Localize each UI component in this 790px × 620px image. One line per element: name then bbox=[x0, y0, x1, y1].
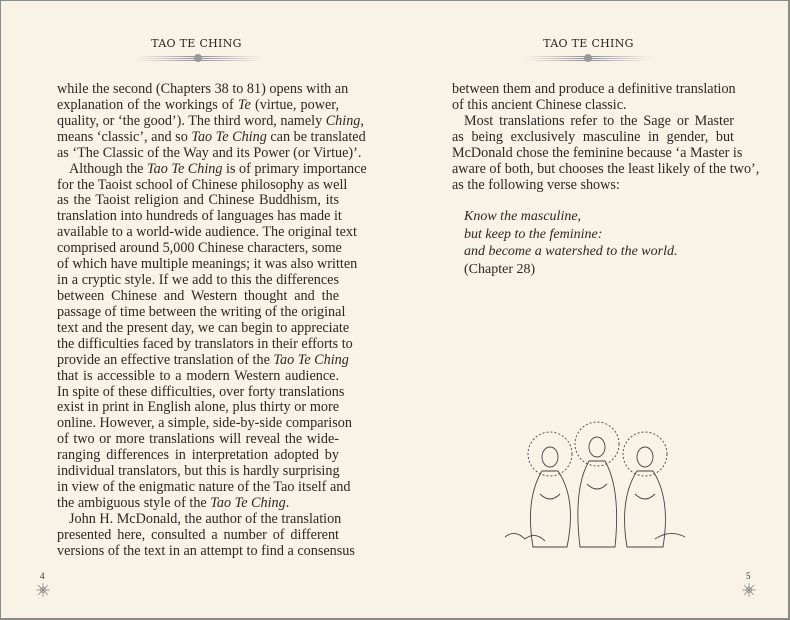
star-ornament-icon bbox=[742, 583, 756, 597]
text-line bbox=[452, 114, 734, 130]
text-line bbox=[57, 208, 342, 225]
text-run: available to a world-wide audience. The original text bbox=[57, 224, 357, 241]
running-head: TAO TE CHING bbox=[151, 37, 242, 50]
text-line bbox=[57, 176, 348, 194]
verse-reference: (Chapter 28) bbox=[464, 261, 536, 277]
text-run: passage of time between the writing of the original bbox=[57, 303, 346, 320]
text-run: is of primary importance bbox=[222, 160, 367, 177]
text-line bbox=[57, 289, 339, 305]
text-line bbox=[57, 415, 352, 432]
text-run: while the second (Chapters 38 to 81) opens with an bbox=[57, 81, 349, 97]
text-run: (virtue, power, bbox=[250, 96, 339, 113]
text-run: exist in print in English alone, plus thirty or more bbox=[57, 399, 339, 416]
italic-title: Te bbox=[237, 96, 251, 113]
text-run: that is accessible to a modern Western audience. bbox=[57, 367, 339, 384]
text-line bbox=[57, 273, 339, 289]
verse-line: but keep to the feminine: bbox=[464, 226, 603, 242]
text-run: quality, or ‘the good’). The third word, namely bbox=[57, 112, 326, 129]
text-line bbox=[57, 303, 346, 321]
verse-line: Know the masculine, bbox=[464, 209, 582, 224]
text-line bbox=[57, 510, 342, 528]
text-run: as being exclusively masculine in gender, but bbox=[452, 128, 734, 145]
text-run: text and the present day, we can begin to appreciate bbox=[57, 319, 350, 336]
text-line bbox=[57, 224, 357, 241]
italic-title: Ching bbox=[325, 112, 361, 129]
book-spread bbox=[1, 1, 788, 618]
body-text bbox=[452, 81, 760, 193]
text-line bbox=[452, 98, 734, 114]
text-run: versions of the text in an attempt to find a consensus bbox=[57, 542, 355, 559]
text-line bbox=[57, 528, 339, 544]
star-ornament-icon bbox=[36, 583, 50, 597]
verse-line: and become a watershed to the world. bbox=[464, 244, 678, 259]
text-run: of two or more translations will reveal the wide- bbox=[57, 431, 339, 448]
italic-title: Tao Te Ching bbox=[210, 494, 286, 511]
text-line bbox=[57, 256, 358, 273]
text-run: of which have multiple meanings; it was also written bbox=[57, 256, 358, 273]
text-run: Although the bbox=[69, 160, 148, 177]
text-line bbox=[57, 112, 364, 130]
text-run: the ambiguous style of the bbox=[57, 494, 211, 511]
three-sages-illustration bbox=[505, 419, 685, 549]
text-run: between Chinese and Western thought and the bbox=[57, 287, 339, 304]
text-line bbox=[57, 81, 349, 98]
page-number: 5 bbox=[746, 571, 751, 581]
page-number: 4 bbox=[40, 571, 45, 581]
text-line bbox=[57, 144, 362, 162]
text-run: in a cryptic style. If we add to this the differences bbox=[57, 272, 339, 289]
body-text bbox=[57, 81, 367, 560]
text-run: for the Taoist school of Chinese philosophy as well bbox=[57, 176, 348, 193]
text-run: presented here, consulted a number of different bbox=[57, 526, 339, 543]
text-run: John H. McDonald, the author of the translation bbox=[69, 510, 342, 527]
text-line bbox=[57, 319, 350, 337]
text-line bbox=[57, 464, 339, 480]
text-line bbox=[57, 432, 339, 448]
text-line bbox=[452, 130, 734, 146]
text-line bbox=[57, 542, 355, 560]
text-run: provide an effective translation of the bbox=[57, 351, 274, 368]
text-run: comprised around 5,000 Chinese characters, some bbox=[57, 240, 342, 257]
text-line bbox=[57, 128, 366, 146]
italic-title: Tao Te Ching bbox=[191, 128, 267, 145]
italic-title: Tao Te Ching bbox=[147, 160, 223, 177]
text-line bbox=[57, 400, 339, 416]
text-run: in view of the enigmatic nature of the Tao itself and bbox=[57, 479, 351, 496]
header-ornament-icon bbox=[133, 53, 263, 63]
left-page bbox=[1, 1, 394, 618]
text-line bbox=[57, 383, 345, 401]
text-run: the difficulties faced by translators in their efforts to bbox=[57, 335, 353, 352]
text-line bbox=[452, 144, 743, 162]
right-page bbox=[395, 1, 788, 618]
text-line bbox=[57, 351, 349, 369]
text-run: of this ancient Chinese classic. bbox=[452, 96, 627, 113]
text-run: as the Taoist religion and Chinese Buddhism, its bbox=[57, 192, 339, 209]
text-run: translation into hundreds of languages has made it bbox=[57, 208, 342, 225]
text-run: , bbox=[360, 112, 364, 129]
text-line bbox=[452, 160, 760, 178]
text-line bbox=[57, 479, 351, 496]
text-run: . bbox=[285, 494, 290, 511]
text-line bbox=[452, 178, 734, 194]
text-line bbox=[57, 369, 339, 385]
text-line bbox=[57, 98, 339, 114]
text-run: online. However, a simple, side-by-side comparison bbox=[57, 415, 352, 432]
text-line bbox=[57, 240, 342, 257]
text-line bbox=[57, 448, 339, 464]
text-run: In spite of these difficulties, over forty translations bbox=[57, 383, 345, 400]
text-run: as the following verse shows: bbox=[452, 176, 620, 193]
text-run: means ‘classic’, and so bbox=[57, 128, 192, 145]
verse-quote bbox=[464, 208, 677, 278]
text-line bbox=[57, 160, 367, 178]
text-run: explanation of the workings of bbox=[57, 96, 238, 113]
italic-title: Tao Te Ching bbox=[273, 351, 349, 368]
text-line bbox=[452, 82, 734, 98]
text-line bbox=[57, 496, 339, 512]
text-line bbox=[57, 335, 353, 353]
header-ornament-icon bbox=[523, 53, 653, 63]
text-run: as ‘The Classic of the Way and its Power (or Virtue)’. bbox=[57, 144, 362, 161]
text-run: between them and produce a definitive translation bbox=[452, 81, 736, 97]
running-head: TAO TE CHING bbox=[543, 37, 634, 50]
text-run: individual translators, but this is hardly surprising bbox=[57, 463, 340, 480]
text-line bbox=[57, 193, 339, 209]
text-run: ranging differences in interpretation adopted by bbox=[57, 447, 339, 464]
text-run: Most translations refer to the Sage or Master bbox=[464, 112, 734, 129]
text-run: aware of both, but chooses the least likely of the two’, bbox=[452, 160, 760, 177]
text-run: McDonald chose the feminine because ‘a Master is bbox=[452, 144, 743, 161]
text-run: can be translated bbox=[266, 128, 366, 145]
